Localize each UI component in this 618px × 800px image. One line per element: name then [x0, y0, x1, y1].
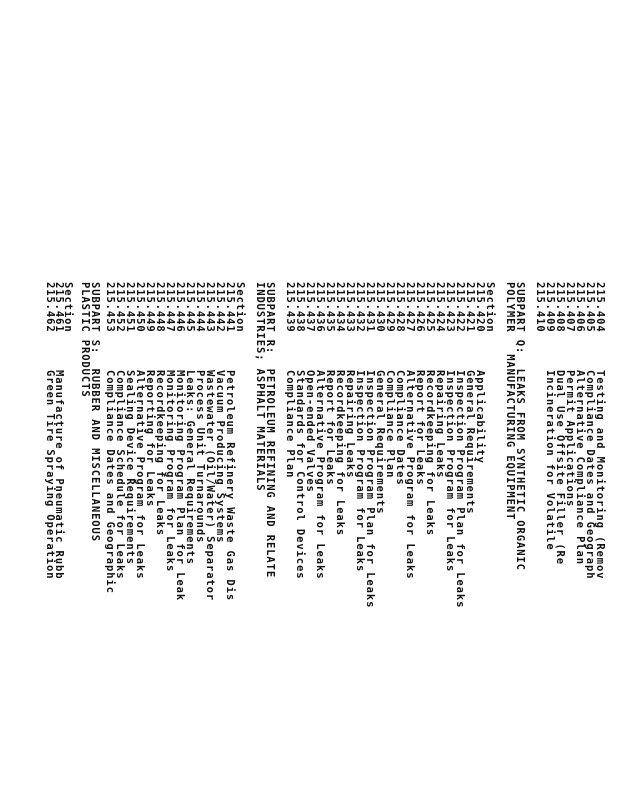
subpart-heading: PLASTIC PRODUCTS — [79, 282, 91, 398]
section-title: Reporting for Leaks — [144, 370, 156, 508]
section-title: Inspection Program Plan for Leaks — [454, 370, 466, 609]
toc-row — [365, 282, 375, 608]
section-number: 215.439 — [284, 282, 296, 333]
section-number: 215.446 — [174, 282, 186, 333]
section-title: Repairing Leaks — [344, 370, 356, 479]
toc-row — [135, 282, 145, 579]
toc-row — [315, 282, 325, 579]
section-number: 215.443 — [204, 282, 216, 333]
toc-row — [455, 282, 465, 608]
toc-row — [45, 282, 55, 579]
section-title: Recordkeeping for Leaks — [424, 370, 436, 537]
section-title: Inspection Program for Leaks — [444, 370, 456, 573]
toc-row — [385, 282, 395, 478]
section-number: 215.408 — [554, 282, 566, 333]
section-number: 215.462 — [44, 282, 56, 333]
section-title: Process Unit Turnarounds — [194, 370, 206, 544]
toc-row — [305, 282, 315, 493]
section-number: 215.444 — [194, 282, 206, 333]
toc-row — [435, 282, 445, 478]
subpart-heading: POLYMER MANUFACTURING EQUIPMENT — [504, 282, 516, 521]
section-number: Section — [62, 282, 74, 333]
section-title: Leaks: General Requirements — [184, 370, 196, 565]
toc-row — [215, 282, 225, 543]
subpart-heading: SUBPART R: PETROLEUM REFINING AND RELATE — [264, 282, 276, 579]
section-title: Recordkeeping for Leaks — [154, 370, 166, 537]
section-title: Inspection Program Plan for Leaks — [364, 370, 376, 609]
section-title: Report for Leaks — [414, 370, 426, 486]
toc-row — [575, 282, 585, 565]
toc-row — [565, 282, 575, 507]
toc-row — [105, 282, 115, 594]
section-title: Monitoring Program Plan for Leak — [174, 370, 186, 602]
section-number: 215.427 — [404, 282, 416, 333]
section-number: 215.438 — [294, 282, 306, 333]
section-number: 215.435 — [324, 282, 336, 333]
toc-row — [475, 282, 485, 464]
subpart-heading: INDUSTRIES; ASPHALT MATERIALS — [254, 282, 266, 492]
toc-row — [115, 282, 125, 579]
section-number: 215.407 — [564, 282, 576, 333]
section-number: 215.433 — [344, 282, 356, 333]
toc-row — [345, 282, 355, 478]
section-title: Alternative Program for Leaks — [134, 370, 146, 580]
rotated-table-of-contents — [44, 282, 606, 800]
section-title: Compliance Plan — [384, 370, 396, 479]
section-title: Inspection Program for Leaks — [354, 370, 366, 573]
section-title: Manufacture of Pneumatic Rubb — [53, 370, 65, 580]
section-number: 215.436 — [314, 282, 326, 333]
section-title: Alternative Program for Leaks — [404, 370, 416, 580]
toc-row — [235, 282, 245, 370]
section-title: Compliance Schedule for Leaks — [114, 370, 126, 580]
toc-row — [155, 282, 165, 536]
section-number: 215.426 — [414, 282, 426, 333]
section-number: 215.422 — [454, 282, 466, 333]
section-number: Section — [234, 282, 246, 333]
section-title: Green Tire Spraying Operation — [44, 370, 56, 580]
toc-row — [395, 282, 405, 486]
toc-row — [205, 282, 215, 601]
section-number: 215.431 — [364, 282, 376, 333]
subpart-heading: SUBPART Q: LEAKS FROM SYNTHETIC ORGANIC — [514, 282, 526, 571]
section-number: 215.423 — [444, 282, 456, 333]
toc-row — [325, 282, 335, 486]
toc-row — [295, 282, 305, 579]
section-title: Open-ended Valves — [304, 370, 316, 493]
section-title: Report for Leaks — [324, 370, 336, 486]
toc-row — [535, 282, 545, 370]
section-number: 215.409 — [544, 282, 556, 333]
section-title: General Requirements — [374, 370, 386, 515]
subpart-heading: SUBPART S: RUBBER AND MISCELLANEOUS — [89, 282, 101, 542]
toc-row — [595, 282, 605, 579]
section-number: 215.432 — [354, 282, 366, 333]
toc-row — [125, 282, 135, 565]
toc-row — [465, 282, 475, 514]
section-number: 215.461 — [53, 282, 65, 333]
toc-row — [145, 282, 155, 507]
section-title: Compliance Dates and Geographic — [104, 370, 116, 594]
section-title: Monitoring Program for Leaks — [164, 370, 176, 573]
section-number: 215.425 — [424, 282, 436, 333]
toc-row — [415, 282, 425, 486]
section-title: Applicability — [474, 370, 486, 464]
toc-row — [555, 282, 565, 565]
section-title: Petroleum Refinery Waste Gas Dis — [224, 370, 236, 602]
section-title: Incineration for Volatile — [544, 370, 556, 551]
section-number: 215.451 — [124, 282, 136, 333]
section-number: 215.437 — [304, 282, 316, 333]
section-number: 215.452 — [114, 282, 126, 333]
toc-row — [425, 282, 435, 536]
section-title: Testing and Monitoring (Remov — [594, 370, 606, 580]
toc-row — [185, 282, 195, 565]
toc-row — [585, 282, 595, 579]
section-number: 215.406 — [574, 282, 586, 333]
section-number: 215.449 — [144, 282, 156, 333]
section-number: 215.424 — [434, 282, 446, 333]
section-title: Standards for Control Devices — [294, 370, 306, 580]
section-title: Dual Use Offsite Filler (Re — [554, 370, 566, 565]
section-title: Alternative Program for Leaks — [314, 370, 326, 580]
toc-row — [485, 282, 495, 370]
section-title: General Requirements — [464, 370, 476, 515]
section-number: 215.453 — [104, 282, 116, 333]
section-title: Compliance Dates — [394, 370, 406, 486]
section-title: Wastewater (Oil/Water) Separator — [204, 370, 216, 602]
section-number: 215.441 — [224, 282, 236, 333]
section-number: 215.430 — [374, 282, 386, 333]
toc-row — [225, 282, 235, 601]
toc-row — [405, 282, 415, 579]
toc-row — [175, 282, 185, 601]
section-number: 215.447 — [164, 282, 176, 333]
toc-row — [375, 282, 385, 514]
section-title: Recordkeeping for Leaks — [334, 370, 346, 537]
section-number: 215.445 — [184, 282, 196, 333]
section-number: 215.410 — [534, 282, 546, 333]
section-title: Alternative Compliance Plan — [574, 370, 586, 565]
section-number: 215.421 — [464, 282, 476, 333]
toc-row — [195, 282, 205, 543]
section-number: 215.428 — [394, 282, 406, 333]
section-title: Sealing Device Requirements — [124, 370, 136, 565]
toc-row — [285, 282, 295, 478]
section-title: Permit Applications — [564, 370, 576, 508]
toc-row — [335, 282, 345, 536]
section-number: 215.434 — [334, 282, 346, 333]
section-title: Vacuum Producing Systems — [214, 370, 226, 544]
section-title: Compliance Plan — [284, 370, 296, 479]
toc-row — [355, 282, 365, 572]
section-number: 215.448 — [154, 282, 166, 333]
section-number: 215.429 — [384, 282, 396, 333]
section-title: Repairing Leaks — [434, 370, 446, 479]
toc-row — [165, 282, 175, 572]
toc-row — [545, 282, 555, 551]
toc-row — [445, 282, 455, 572]
section-title: Compliance Dates and Geograph — [584, 370, 596, 580]
section-number: 215.404 — [594, 282, 606, 333]
section-number: 215.450 — [134, 282, 146, 333]
section-number: Section — [484, 282, 496, 333]
section-number: 215.420 — [474, 282, 486, 333]
section-number: 215.405 — [584, 282, 596, 333]
section-number: 215.442 — [214, 282, 226, 333]
